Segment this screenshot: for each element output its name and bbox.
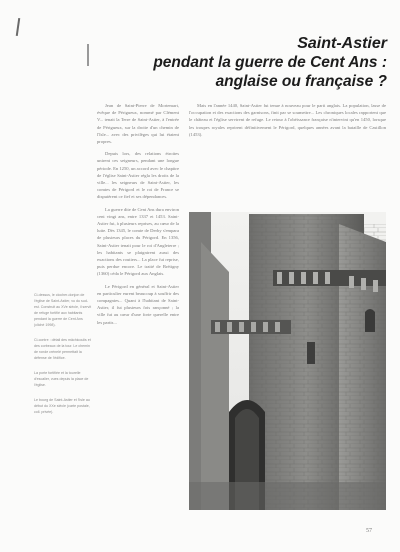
photo-illustration [189,212,386,510]
paragraph: La guerre dite de Cent Ans dura environ cent vingt ans, entre 1337 et 1453. Saint-Astier fut, à plusieurs reprises, au cœur de la lutte. Dès 1345, le comte de Derby s'empara de plusieurs places du Périgord. En 1356, Saint-Astier tenait pour le roi d'Angleterre ; les habitants se plaignirent aussi des exactions des routiers... La place fut reprise, puis perdue encore. Le traité de Brétigny (1360) céda le Périgord aux Anglais. [97,206,179,277]
title-line-2: pendant la guerre de Cent Ans : [153,54,387,71]
article-title [60,34,387,91]
page-number: 57 [366,528,372,534]
corner-mark [16,18,20,36]
body-column-right [189,102,386,208]
caption: La porte fortifiée et la tourelle d'escalier, vues depuis la place de l'église. [34,371,89,387]
title-line-1: Saint-Astier [297,35,387,52]
church-tower-photo [189,212,386,510]
paragraph: Jean de Saint-Pierre de Mortemart, évêque de Périgueux, nommé par Clément V... tenait la Terre de Saint-Astier, à l'entrée de Périgueux, sur la droite d'un chemin de l'Isle... avec des privilèges qui lui étaient propres. [97,103,179,145]
caption-column [34,292,92,424]
caption: Ci-dessus, le clocher-donjon de l'église de Saint-Astier, vu du sud-est. Construit au XVe siècle, il servit de refuge fortifié aux habitants pendant la guerre de Cent Ans (cliché 1998). [34,293,92,327]
body-column-left [97,102,179,547]
paragraph: Mais en l'année 1440, Saint-Astier fut tenue à nouveau pour le parti anglais. La population, lasse de l'occupation et des exactions des garnisons, finit par se soumettre... Les chroniques locales rapportent que le château et l'église servirent de refuge. Le retour à l'obéissance française n'intervint qu'en 1450, lorsque les troupes royales reprirent définitivement le Périgord, quelques années avant la bataille de Castillon (1453). [189,103,386,137]
caption: Ci-contre : détail des mâchicoulis et des corbeaux de la tour. Le chemin de ronde crénelé permettait la défense de l'édifice. [34,338,91,360]
title-line-3: anglaise ou française ? [215,73,387,90]
caption: Le bourg de Saint-Astier et l'Isle au début du XXe siècle (carte postale, coll. privée). [34,398,90,414]
paragraph: Depuis lors, des relations étroites unirent ces seigneurs, pendant une longue période. En 1250, un accord avec le chapitre de l'église Saint-Astier régla les droits de la ville... les seigneurs de Saint-Astier, les comtes de Périgord et le roi de France se disputèrent ce fief et ses dépendances. [97,151,179,200]
paragraph: Le Périgord en général et Saint-Astier en particulier eurent beaucoup à souffrir des compagnies... Quant à l'habitant de Saint-Astier, il fut plusieurs fois rançonné ; la ville fut au cœur d'une forte querelle entre les partis... [97,283,179,325]
